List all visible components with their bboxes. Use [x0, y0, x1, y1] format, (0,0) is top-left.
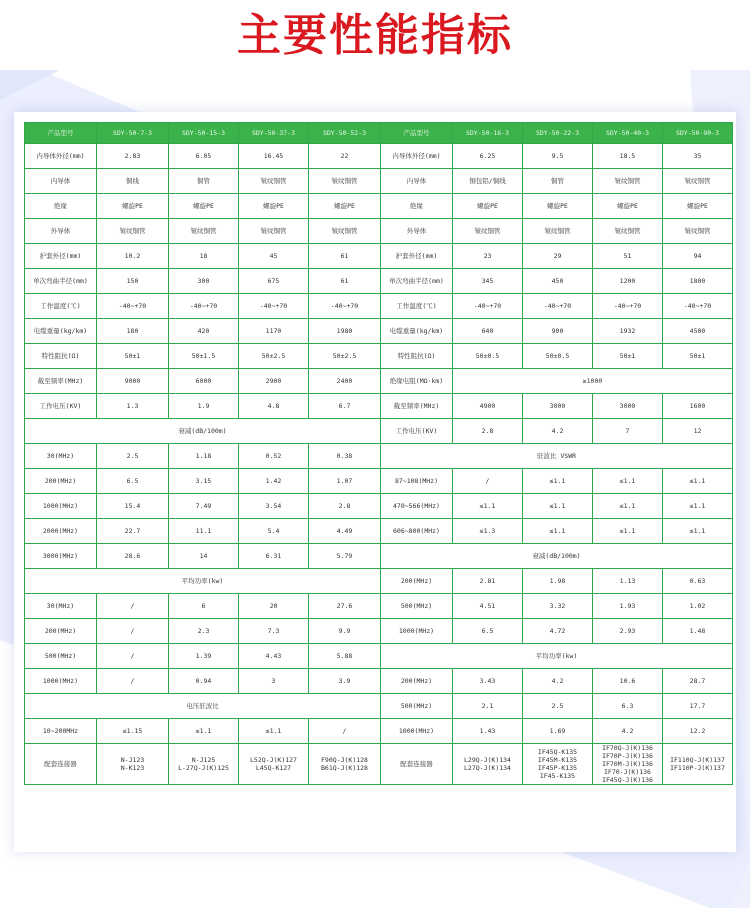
table-cell: 3000(MHz)	[25, 544, 97, 569]
table-cell: IF45Q-K135 IF45M-K135 IF45P-K135 IF45-K135	[523, 744, 593, 785]
table-cell: 皱纹铜管	[523, 219, 593, 244]
table-row	[25, 444, 733, 469]
table-cell: 2.8	[309, 494, 381, 519]
table-cell: ≤1.1	[593, 469, 663, 494]
spec-table	[24, 122, 733, 785]
table-row	[25, 719, 733, 744]
table-cell: 3.15	[169, 469, 239, 494]
table-cell: 1.13	[593, 569, 663, 594]
table-cell: 皱纹铜管	[239, 219, 309, 244]
table-cell: 平均功率(kw)	[25, 569, 381, 594]
table-cell: -40~+70	[169, 294, 239, 319]
table-cell: 6.31	[239, 544, 309, 569]
table-cell: -40~+70	[97, 294, 169, 319]
table-cell: 2.93	[593, 619, 663, 644]
table-cell: IF110Q-J(K)137 IF110P-J(K)137	[663, 744, 733, 785]
table-cell: 1.69	[523, 719, 593, 744]
header-cell: SDY-50-15-3	[169, 123, 239, 144]
table-row	[25, 294, 733, 319]
table-cell: ≤1.15	[97, 719, 169, 744]
table-cell: 护套外径(mm)	[25, 244, 97, 269]
table-cell: 61	[309, 269, 381, 294]
table-cell: 10.6	[593, 669, 663, 694]
table-cell: 45	[239, 244, 309, 269]
table-cell: 20	[239, 594, 309, 619]
table-row	[25, 344, 733, 369]
table-cell: 外导体	[381, 219, 453, 244]
table-row	[25, 419, 733, 444]
table-cell: 16.45	[239, 144, 309, 169]
table-cell: 11.1	[169, 519, 239, 544]
table-cell: 3.43	[453, 669, 523, 694]
table-cell: 4.8	[239, 394, 309, 419]
table-row	[25, 544, 733, 569]
table-cell: 3000	[593, 394, 663, 419]
table-cell: 3.54	[239, 494, 309, 519]
table-cell: 2000(MHz)	[25, 519, 97, 544]
table-cell: 3	[239, 669, 309, 694]
table-cell: 28.6	[97, 544, 169, 569]
table-cell: 绝缘	[25, 194, 97, 219]
table-cell: 94	[663, 244, 733, 269]
header-cell: SDY-50-16-3	[453, 123, 523, 144]
table-row	[25, 669, 733, 694]
table-cell: 2900	[239, 369, 309, 394]
table-cell: 4.51	[453, 594, 523, 619]
table-cell: 18	[169, 244, 239, 269]
header-cell: SDY-50-40-3	[593, 123, 663, 144]
table-row	[25, 319, 733, 344]
table-cell: IF70Q-J(K)136 IF70P-J(K)136 IF70M-J(K)136 IF70-J(K)136 IF45Q-J(K)136	[593, 744, 663, 785]
header-cell: SDY-50-52-3	[309, 123, 381, 144]
table-cell: 1.07	[309, 469, 381, 494]
table-cell: 61	[309, 244, 381, 269]
table-cell: 500(MHz)	[381, 594, 453, 619]
table-row	[25, 269, 733, 294]
table-cell: 7	[593, 419, 663, 444]
table-cell: 15.4	[97, 494, 169, 519]
table-row	[25, 219, 733, 244]
table-cell: 9000	[97, 369, 169, 394]
table-cell: 18.5	[593, 144, 663, 169]
table-cell: ≤1.1	[523, 494, 593, 519]
table-cell: 螺旋PE	[309, 194, 381, 219]
table-cell: N-J125 L-27Q-J(K)125	[169, 744, 239, 785]
table-cell: 皱纹铜管	[309, 219, 381, 244]
table-cell: 工作温度(℃)	[25, 294, 97, 319]
table-cell: 衰减(dB/100m)	[381, 544, 733, 569]
table-row	[25, 469, 733, 494]
table-cell: 皱纹铜管	[97, 219, 169, 244]
table-cell: 1.43	[453, 719, 523, 744]
table-cell: 345	[453, 269, 523, 294]
table-cell: 12.2	[663, 719, 733, 744]
table-cell: 2400	[309, 369, 381, 394]
table-cell: 1.02	[663, 594, 733, 619]
table-row	[25, 644, 733, 669]
table-cell: 螺旋PE	[593, 194, 663, 219]
table-cell: 150	[97, 269, 169, 294]
table-cell: 7.3	[239, 619, 309, 644]
table-cell: 1.48	[663, 619, 733, 644]
table-row	[25, 194, 733, 219]
table-cell: 1000(MHz)	[25, 669, 97, 694]
table-cell: -40~+70	[523, 294, 593, 319]
table-cell: 螺旋PE	[523, 194, 593, 219]
table-cell: -40~+70	[309, 294, 381, 319]
table-cell: 17.7	[663, 694, 733, 719]
table-cell: 铜管	[523, 169, 593, 194]
table-row	[25, 169, 733, 194]
table-cell: 10.2	[97, 244, 169, 269]
table-cell: 0.38	[309, 444, 381, 469]
table-cell: /	[309, 719, 381, 744]
table-cell: 180	[97, 319, 169, 344]
table-header-row	[25, 123, 733, 144]
table-cell: ≤1.1	[663, 469, 733, 494]
table-cell: /	[97, 669, 169, 694]
table-cell: 35	[663, 144, 733, 169]
table-cell: 内导体	[381, 169, 453, 194]
table-cell: 2.1	[453, 694, 523, 719]
table-cell: 工作电压(KV)	[25, 394, 97, 419]
table-cell: 675	[239, 269, 309, 294]
table-cell: 200(MHz)	[25, 619, 97, 644]
table-cell: 50±1	[663, 344, 733, 369]
table-cell: 30(MHz)	[25, 594, 97, 619]
table-cell: 配套连接器	[25, 744, 97, 785]
table-cell: ≤1.1	[523, 519, 593, 544]
table-cell: 6.5	[453, 619, 523, 644]
table-cell: 5.4	[239, 519, 309, 544]
table-cell: 1.3	[97, 394, 169, 419]
table-cell: 1.98	[523, 569, 593, 594]
table-cell: 外导体	[25, 219, 97, 244]
table-cell: ≤1.1	[663, 519, 733, 544]
table-cell: 1932	[593, 319, 663, 344]
table-cell: 螺旋PE	[663, 194, 733, 219]
table-row	[25, 519, 733, 544]
table-cell: 0.63	[663, 569, 733, 594]
table-cell: 4.72	[523, 619, 593, 644]
table-cell: /	[97, 644, 169, 669]
table-cell: 平均功率(kw)	[381, 644, 733, 669]
table-cell: ≤1.1	[239, 719, 309, 744]
table-row	[25, 619, 733, 644]
table-row	[25, 694, 733, 719]
table-cell: 606~800(MHz)	[381, 519, 453, 544]
table-cell: 5.88	[309, 644, 381, 669]
table-cell: 470~566(MHz)	[381, 494, 453, 519]
table-cell: 6.7	[309, 394, 381, 419]
table-cell: 9.9	[309, 619, 381, 644]
table-cell: ≤1.1	[593, 494, 663, 519]
table-cell: 12	[663, 419, 733, 444]
table-cell: 截至频率(MHz)	[25, 369, 97, 394]
table-row	[25, 369, 733, 394]
page-title: 主要性能指标	[237, 10, 513, 61]
table-cell: 0.52	[239, 444, 309, 469]
table-cell: 4.2	[593, 719, 663, 744]
table-cell: 6.25	[453, 144, 523, 169]
table-cell: 1.42	[239, 469, 309, 494]
table-cell: 1600	[663, 394, 733, 419]
table-cell: 50±1	[593, 344, 663, 369]
table-cell: ≤1.1	[169, 719, 239, 744]
table-cell: 50±0.5	[523, 344, 593, 369]
table-cell: ≤1.1	[453, 494, 523, 519]
table-cell: 3.32	[523, 594, 593, 619]
table-cell: ≤1.1	[593, 519, 663, 544]
table-cell: 皱纹铜管	[593, 219, 663, 244]
table-cell: 皱纹铜管	[453, 219, 523, 244]
table-cell: 500(MHz)	[381, 694, 453, 719]
table-row	[25, 244, 733, 269]
table-cell: 300	[169, 269, 239, 294]
table-cell: /	[97, 619, 169, 644]
table-cell: 50±1.5	[169, 344, 239, 369]
table-cell: 1.39	[169, 644, 239, 669]
table-cell: 特性阻抗(Ω)	[381, 344, 453, 369]
table-cell: 皱纹铜管	[593, 169, 663, 194]
table-cell: 6.5	[97, 469, 169, 494]
table-cell: 22.7	[97, 519, 169, 544]
table-cell: 87~108(MHz)	[381, 469, 453, 494]
table-cell: F90Q-J(K)128 B61Q-J(K)128	[309, 744, 381, 785]
table-cell: 28.7	[663, 669, 733, 694]
table-cell: 5.79	[309, 544, 381, 569]
table-cell: 电缆重量(kg/km)	[25, 319, 97, 344]
header-cell: 产品型号	[381, 123, 453, 144]
table-cell: 1000(MHz)	[381, 719, 453, 744]
header-cell: SDY-50-90-3	[663, 123, 733, 144]
table-cell: -40~+70	[593, 294, 663, 319]
table-row	[25, 594, 733, 619]
table-row	[25, 744, 733, 785]
table-cell: 0.94	[169, 669, 239, 694]
table-cell: 截至频率(MHz)	[381, 394, 453, 419]
table-cell: 9.5	[523, 144, 593, 169]
header-cell: SDY-50-7-3	[97, 123, 169, 144]
table-cell: 29	[523, 244, 593, 269]
header-cell: 产品型号	[25, 123, 97, 144]
table-cell: 铜线	[97, 169, 169, 194]
table-cell: 500(MHz)	[25, 644, 97, 669]
table-cell: 单次弯曲半径(mm)	[25, 269, 97, 294]
table-cell: 4.43	[239, 644, 309, 669]
table-cell: 50±2.5	[309, 344, 381, 369]
table-cell: 900	[523, 319, 593, 344]
table-cell: 4.2	[523, 419, 593, 444]
table-cell: 200(MHz)	[381, 569, 453, 594]
table-cell: 6	[169, 594, 239, 619]
table-cell: 1800	[663, 269, 733, 294]
table-cell: 4.49	[309, 519, 381, 544]
table-cell: 工作电压(KV)	[381, 419, 453, 444]
table-cell: 200(MHz)	[25, 469, 97, 494]
table-cell: 皱纹铜管	[663, 169, 733, 194]
table-cell: 螺旋PE	[239, 194, 309, 219]
table-cell: 4500	[663, 319, 733, 344]
table-cell: 4900	[453, 394, 523, 419]
table-cell: 1980	[309, 319, 381, 344]
table-cell: 2.5	[523, 694, 593, 719]
table-cell: 驻波比 VSWR	[381, 444, 733, 469]
table-cell: 1170	[239, 319, 309, 344]
table-row	[25, 494, 733, 519]
table-cell: 6000	[169, 369, 239, 394]
table-cell: 51	[593, 244, 663, 269]
table-cell: 内导体外径(mm)	[381, 144, 453, 169]
table-cell: 螺旋PE	[453, 194, 523, 219]
table-cell: 螺旋PE	[169, 194, 239, 219]
table-cell: -40~+70	[663, 294, 733, 319]
table-cell: 3000	[523, 394, 593, 419]
table-cell: ≥1000	[453, 369, 733, 394]
table-cell: -40~+70	[239, 294, 309, 319]
table-cell: 1000(MHz)	[381, 619, 453, 644]
table-cell: 2.83	[97, 144, 169, 169]
table-cell: 1.9	[169, 394, 239, 419]
table-cell: 内导体外径(mm)	[25, 144, 97, 169]
table-cell: 640	[453, 319, 523, 344]
table-cell: 450	[523, 269, 593, 294]
table-cell: /	[453, 469, 523, 494]
table-cell: N-J123 N-K123	[97, 744, 169, 785]
table-cell: 6.3	[593, 694, 663, 719]
table-cell: L29Q-J(K)134 L27Q-J(K)134	[453, 744, 523, 785]
table-cell: 3.9	[309, 669, 381, 694]
table-cell: 2.81	[453, 569, 523, 594]
table-cell: 配套连接器	[381, 744, 453, 785]
header-cell: SDY-50-37-3	[239, 123, 309, 144]
table-cell: 皱纹铜管	[169, 219, 239, 244]
table-cell: ≤1.1	[523, 469, 593, 494]
table-cell: /	[97, 594, 169, 619]
table-cell: 铜管	[169, 169, 239, 194]
table-cell: 10~200MHz	[25, 719, 97, 744]
table-cell: 23	[453, 244, 523, 269]
table-cell: 电缆重量(kg/km)	[381, 319, 453, 344]
table-cell: 特性阻抗(Ω)	[25, 344, 97, 369]
table-cell: 4.2	[523, 669, 593, 694]
table-cell: L52Q-J(K)127 L45Q-K127	[239, 744, 309, 785]
table-cell: 2.3	[169, 619, 239, 644]
table-cell: 护套外径(mm)	[381, 244, 453, 269]
table-row	[25, 144, 733, 169]
table-cell: 2.5	[97, 444, 169, 469]
table-cell: 皱纹铜管	[663, 219, 733, 244]
table-row	[25, 569, 733, 594]
table-cell: 1000(MHz)	[25, 494, 97, 519]
table-cell: 50±2.5	[239, 344, 309, 369]
table-cell: 皱纹铜管	[239, 169, 309, 194]
table-cell: 内导体	[25, 169, 97, 194]
table-cell: 皱纹铜管	[309, 169, 381, 194]
table-cell: 绝缘	[381, 194, 453, 219]
table-cell: 27.6	[309, 594, 381, 619]
table-cell: ≤1.1	[663, 494, 733, 519]
table-cell: 电压驻波比	[25, 694, 381, 719]
table-cell: 衰减(dB/100m)	[25, 419, 381, 444]
table-cell: 7.49	[169, 494, 239, 519]
table-cell: 50±0.5	[453, 344, 523, 369]
table-cell: ≤1.3	[453, 519, 523, 544]
table-cell: 2.8	[453, 419, 523, 444]
table-cell: 绝缘电阻(MΩ·km)	[381, 369, 453, 394]
table-cell: 200(MHz)	[381, 669, 453, 694]
table-cell: 单次弯曲半径(mm)	[381, 269, 453, 294]
table-cell: 30(MHz)	[25, 444, 97, 469]
table-cell: 工作温度(℃)	[381, 294, 453, 319]
table-cell: 14	[169, 544, 239, 569]
table-cell: 6.05	[169, 144, 239, 169]
table-cell: 22	[309, 144, 381, 169]
table-row	[25, 394, 733, 419]
table-cell: 铜包铝/铜线	[453, 169, 523, 194]
table-cell: 1.18	[169, 444, 239, 469]
table-cell: -40~+70	[453, 294, 523, 319]
table-cell: 50±1	[97, 344, 169, 369]
table-cell: 螺旋PE	[97, 194, 169, 219]
table-cell: 420	[169, 319, 239, 344]
table-cell: 1200	[593, 269, 663, 294]
header-cell: SDY-50-22-3	[523, 123, 593, 144]
table-cell: 1.93	[593, 594, 663, 619]
